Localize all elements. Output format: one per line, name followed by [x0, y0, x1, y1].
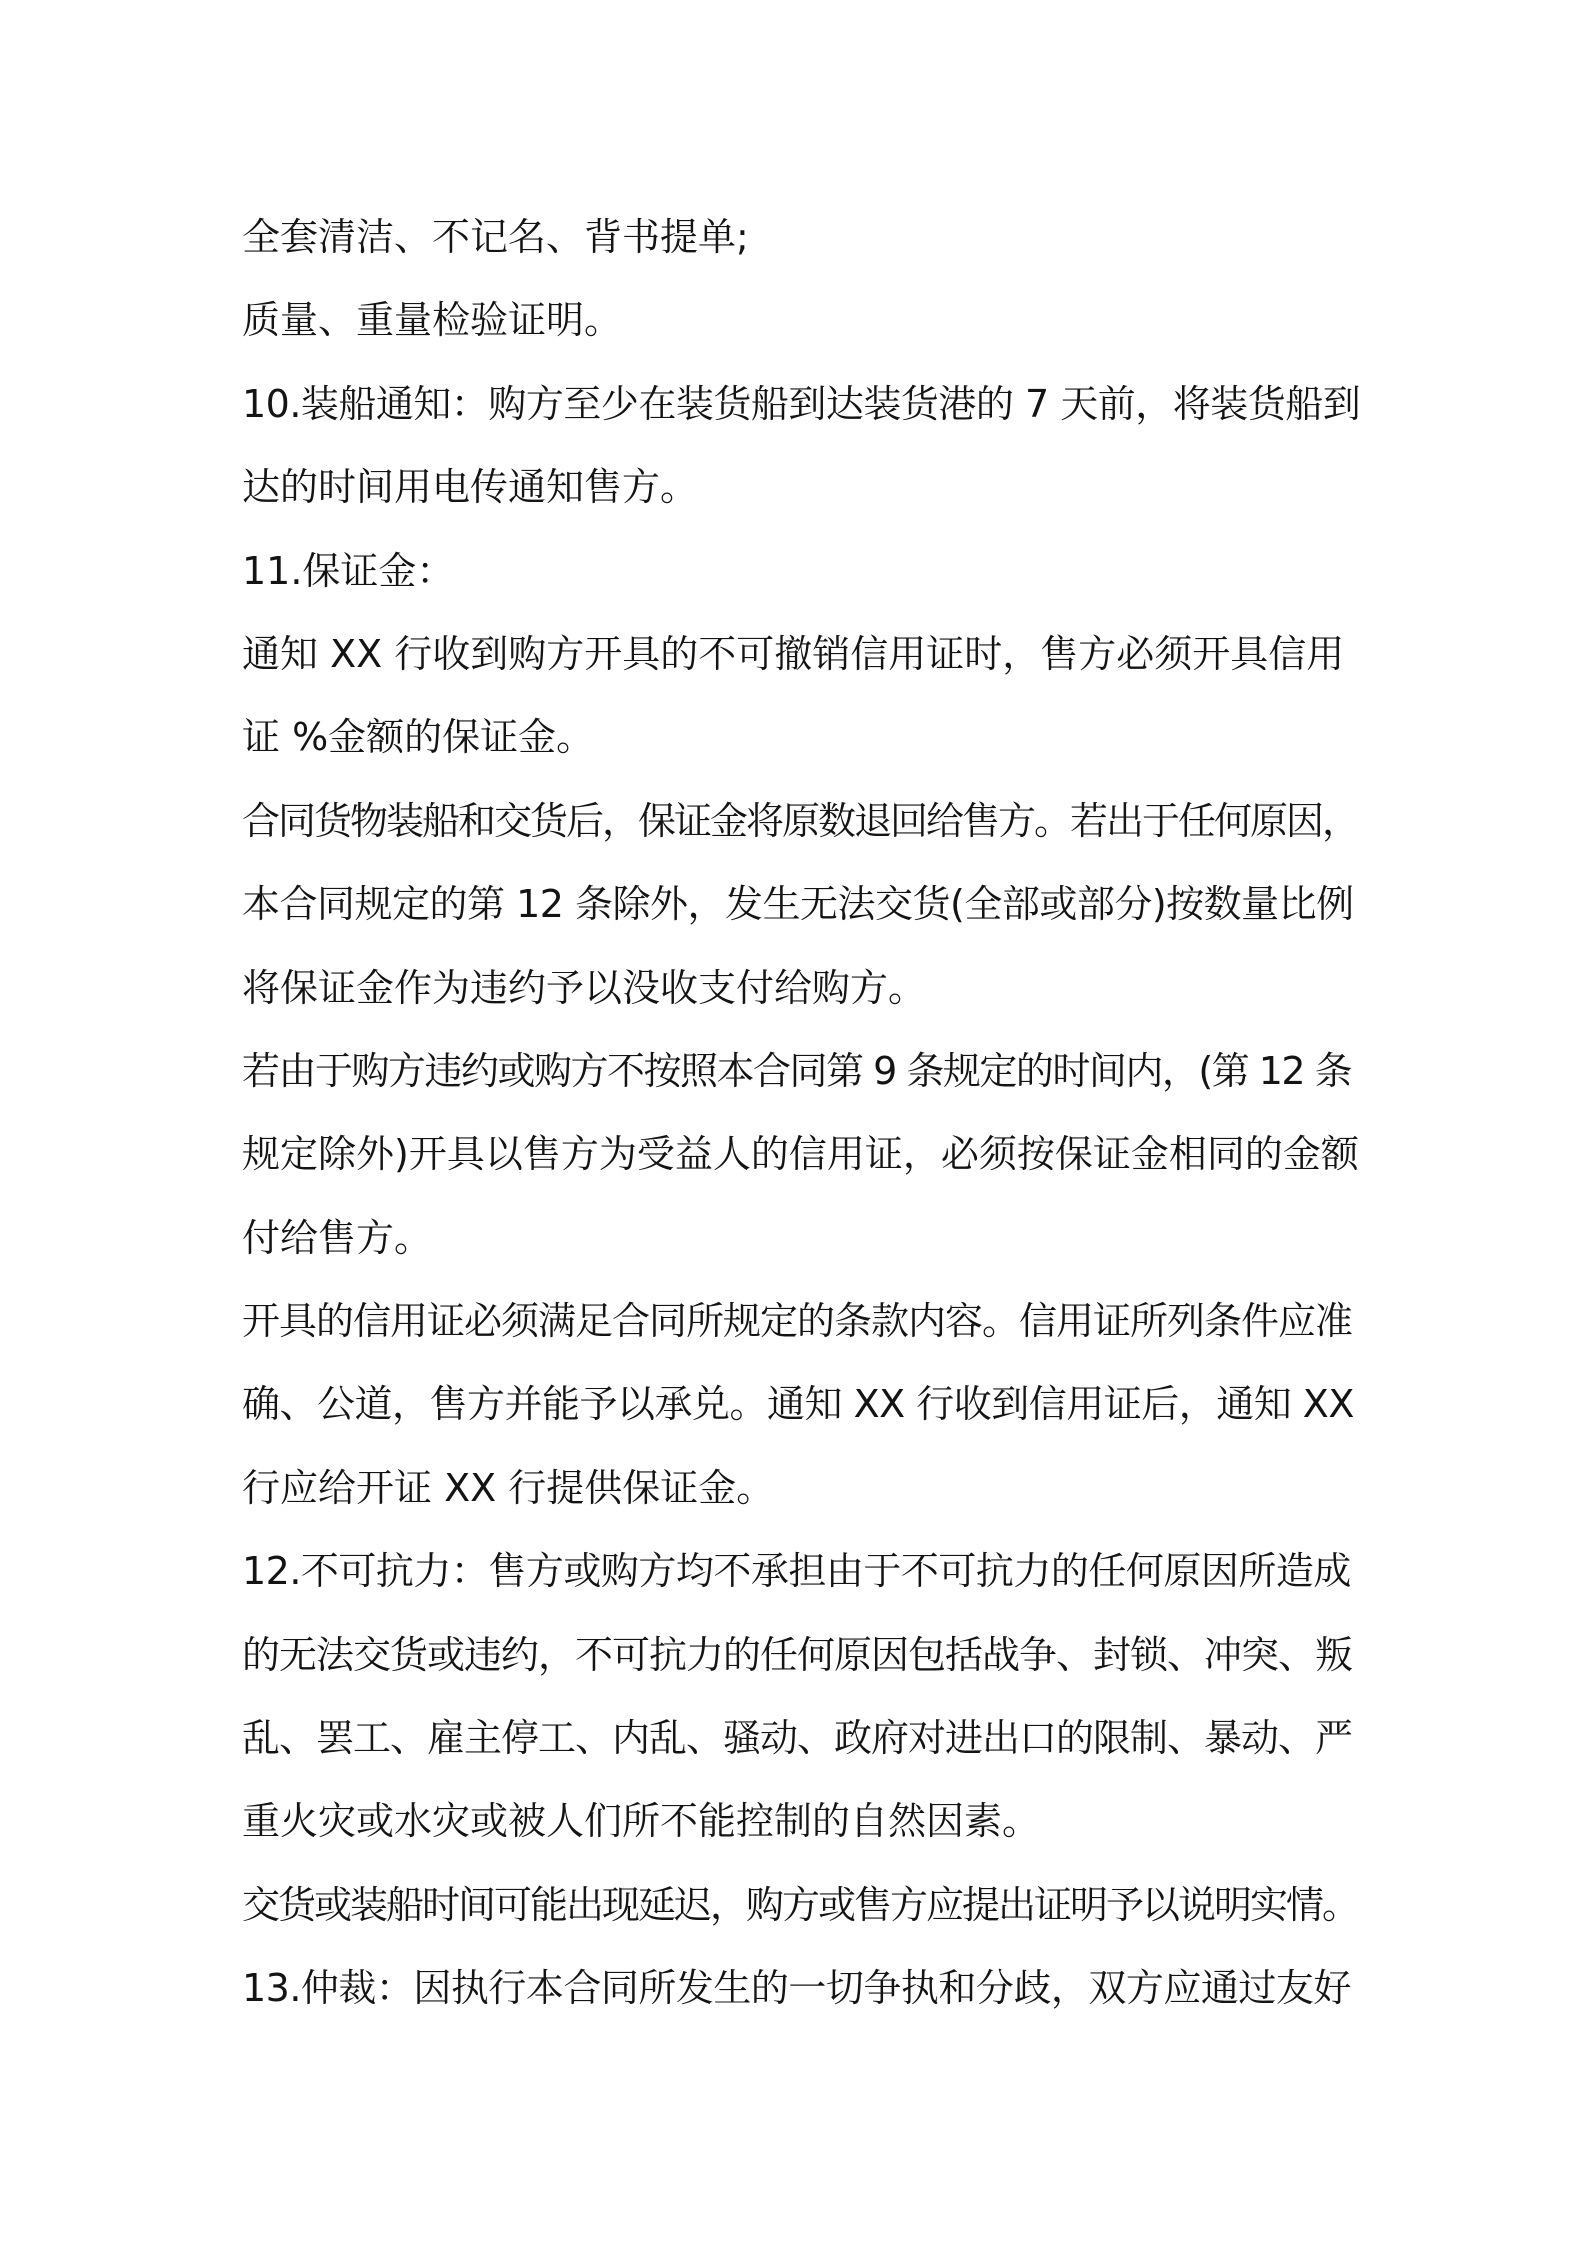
text-line: 达的时间用电传通知售方。	[242, 465, 699, 510]
text-line: 确、公道，售方并能予以承兑。通知 XX 行收到信用证后，通知 XX	[242, 1382, 1354, 1427]
text-line: 10.装船通知：购方至少在装货船到达装货港的 7 天前，将装货船到	[242, 381, 1361, 426]
text-line: 通知 XX 行收到购方开具的不可撤销信用证时，售方必须开具信用	[242, 631, 1345, 676]
text-line: 12.不可抗力：售方或购方均不承担由于不可抗力的任何原因所造成	[242, 1549, 1351, 1594]
text-line: 开具的信用证必须满足合同所规定的条款内容。信用证所列条件应准	[242, 1299, 1353, 1344]
text-line: 13.仲裁：因执行本合同所发生的一切争执和分歧，双方应通过友好	[242, 1966, 1351, 2011]
text-line: 规定除外)开具以售方为受益人的信用证，必须按保证金相同的金额	[242, 1132, 1359, 1177]
text-line: 将保证金作为违约予以没收支付给购方。	[242, 965, 927, 1010]
text-line: 证 %金额的保证金。	[242, 715, 595, 760]
text-line: 的无法交货或违约，不可抗力的任何原因包括战争、封锁、冲突、叛	[242, 1632, 1353, 1677]
text-line: 重火灾或水灾或被人们所不能控制的自然因素。	[242, 1799, 1041, 1844]
text-line: 本合同规定的第 12 条除外，发生无法交货(全部或部分)按数量比例	[242, 882, 1354, 927]
text-line: 全套清洁、不记名、背书提单;	[242, 215, 749, 259]
text-line: 若由于购方违约或购方不按照本合同第 9 条规定的时间内，(第 12 条	[242, 1048, 1352, 1093]
text-line: 合同货物装船和交货后，保证金将原数退回给售方。若出于任何原因，	[242, 798, 1359, 843]
text-line: 质量、重量检验证明。	[242, 298, 623, 343]
text-line: 付给售方。	[242, 1215, 433, 1260]
text-line: 乱、罢工、雇主停工、内乱、骚动、政府对进出口的限制、暴动、严	[242, 1716, 1353, 1761]
text-line: 行应给开证 XX 行提供保证金。	[242, 1465, 775, 1510]
contract-text-body	[242, 196, 1362, 2031]
text-line: 11.保证金：	[242, 548, 455, 593]
text-line: 交货或装船时间可能出现延迟，购方或售方应提出证明予以说明实情。	[242, 1882, 1359, 1927]
